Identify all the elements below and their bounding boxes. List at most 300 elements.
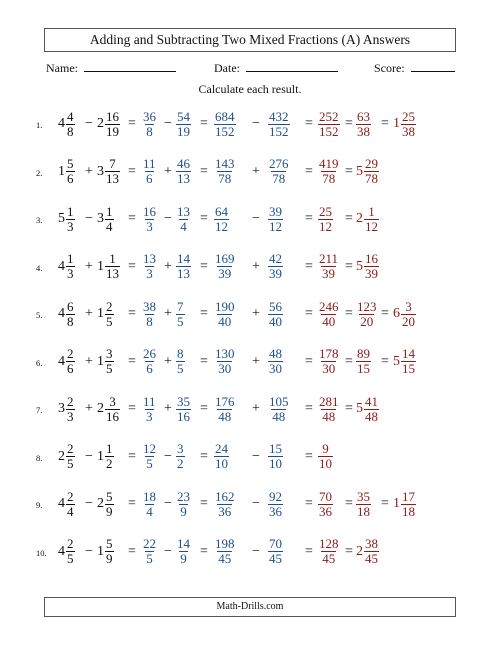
result-simplified-numerator: 123 [357, 298, 377, 314]
operator: + [85, 306, 93, 321]
first-mixed-number-fraction [66, 300, 75, 329]
improper-fraction-a [142, 342, 157, 382]
problem-number: 2. [36, 167, 43, 178]
first-mixed-number-whole: 4 [58, 258, 65, 274]
improper-fraction-a-denominator: 8 [146, 313, 153, 329]
result-denominator: 152 [319, 123, 339, 139]
second-mixed-number [97, 342, 114, 382]
common-denominator-a-denominator: 152 [215, 123, 235, 139]
result-mixed-denominator: 38 [402, 123, 415, 139]
common-denominator-b-fraction [268, 252, 283, 281]
result-simplified-numerator: 41 [365, 393, 378, 409]
improper-fraction-b-numerator: 35 [177, 393, 190, 409]
operator: − [85, 116, 93, 131]
result-denominator: 48 [322, 408, 336, 424]
first-mixed-number [58, 104, 75, 144]
second-mixed-number-denominator: 19 [106, 123, 119, 139]
improper-fraction-b-denominator: 19 [177, 123, 190, 139]
equals-sign: = [305, 448, 313, 464]
first-mixed-number-whole: 4 [58, 496, 65, 511]
second-mixed-number [97, 247, 120, 287]
improper-fraction-a-numerator: 22 [143, 536, 156, 551]
improper-fraction-a-fraction [142, 300, 157, 329]
name-label: Name: [46, 61, 78, 75]
common-denominator-b-numerator: 432 [269, 108, 289, 124]
first-mixed-number-whole: 4 [58, 353, 65, 369]
result-simplified-denominator: 39 [365, 266, 378, 281]
operator: − [85, 543, 93, 559]
improper-fraction-b-numerator: 23 [177, 488, 190, 504]
common-denominator-b [268, 437, 283, 477]
common-denominator-b-fraction [268, 300, 283, 329]
second-mixed-number-fraction [105, 537, 114, 566]
result-simplified-fraction [364, 157, 379, 186]
equals-sign: = [381, 116, 389, 131]
result-simplified [356, 389, 379, 429]
improper-fraction-b-denominator: 9 [180, 503, 187, 519]
second-mixed-number-denominator: 4 [106, 218, 113, 234]
first-mixed-number [58, 199, 75, 239]
first-mixed-number-denominator: 8 [67, 313, 74, 329]
common-denominator-b [268, 484, 283, 524]
second-mixed-number-numerator: 1 [109, 251, 116, 266]
equals-sign: = [128, 163, 136, 179]
common-denominator-b [268, 152, 290, 192]
common-denominator-b-fraction [268, 157, 290, 186]
result-simplified-numerator: 38 [365, 536, 378, 551]
improper-fraction-a-denominator: 3 [146, 218, 153, 234]
common-denominator-b [268, 199, 283, 239]
improper-fraction-b-denominator: 13 [177, 266, 190, 281]
common-denominator-a [214, 247, 236, 287]
equals-sign: = [345, 496, 353, 511]
result-mixed [393, 484, 416, 524]
common-denominator-b-denominator: 10 [269, 456, 282, 471]
improper-fraction-b-fraction [176, 110, 191, 139]
common-denominator-a-denominator: 78 [218, 171, 232, 186]
improper-fraction-a [142, 199, 157, 239]
first-mixed-number-whole: 5 [58, 211, 65, 226]
improper-fraction-b-fraction [176, 395, 191, 424]
common-denominator-a [214, 104, 236, 144]
common-denominator-a [214, 484, 236, 524]
improper-fraction-b-numerator: 46 [177, 156, 190, 171]
improper-fraction-b-numerator: 14 [177, 536, 190, 551]
result-simplified-whole: 2 [356, 211, 363, 226]
first-mixed-number-fraction [66, 205, 75, 234]
result-numerator: 178 [319, 346, 339, 361]
result-simplified-whole: 2 [356, 543, 363, 559]
improper-fraction-b-denominator: 9 [180, 551, 187, 566]
common-denominator-a-fraction [214, 537, 236, 566]
improper-fraction-b [176, 484, 191, 524]
result [318, 532, 340, 572]
equals-sign: = [128, 496, 136, 511]
first-mixed-number-denominator: 4 [67, 503, 74, 519]
result-simplified-fraction [356, 300, 378, 329]
common-denominator-b-denominator: 48 [272, 408, 286, 424]
improper-fraction-b-fraction [176, 157, 191, 186]
problem-row [0, 342, 500, 382]
operator: − [252, 448, 260, 464]
first-mixed-number [58, 532, 75, 572]
problem-number: 8. [36, 452, 43, 463]
common-denominator-a-fraction [214, 490, 236, 519]
improper-fraction-b-denominator: 16 [177, 408, 190, 424]
name-field [46, 60, 176, 76]
equals-sign: = [381, 306, 389, 321]
second-mixed-number-numerator: 2 [106, 298, 113, 314]
result-mixed [393, 294, 416, 334]
equals-sign: = [305, 353, 313, 369]
equals-sign: = [200, 496, 208, 511]
equals-sign: = [305, 543, 313, 559]
result-fraction [318, 205, 333, 234]
equals-sign: = [128, 306, 136, 321]
common-denominator-b-denominator: 12 [269, 218, 282, 234]
equals-sign: = [345, 258, 353, 274]
result-simplified-fraction [356, 110, 371, 139]
result-mixed-whole: 1 [393, 496, 400, 511]
problem-row [0, 294, 500, 334]
result-fraction [318, 157, 340, 186]
result-simplified-denominator: 20 [360, 313, 374, 329]
common-denominator-a-denominator: 45 [218, 551, 232, 566]
result-simplified-denominator: 45 [365, 551, 378, 566]
operator: − [164, 448, 172, 464]
improper-fraction-a-denominator: 4 [146, 503, 153, 519]
second-mixed-number-numerator: 5 [106, 488, 113, 504]
common-denominator-a-numerator: 176 [215, 393, 235, 409]
first-mixed-number-fraction [66, 395, 75, 424]
equals-sign: = [200, 163, 208, 179]
common-denominator-a [214, 342, 236, 382]
improper-fraction-b-numerator: 3 [177, 441, 184, 456]
common-denominator-a-numerator: 130 [215, 346, 235, 361]
improper-fraction-a [142, 437, 157, 477]
result-denominator: 39 [322, 266, 336, 281]
problem-row [0, 389, 500, 429]
second-mixed-number-fraction [105, 300, 114, 329]
result-fraction [318, 537, 340, 566]
result-simplified-numerator: 35 [357, 488, 370, 504]
second-mixed-number-fraction [105, 490, 114, 519]
second-mixed-number-numerator: 1 [106, 441, 113, 456]
result-mixed-whole: 1 [393, 116, 400, 131]
first-mixed-number-denominator: 6 [67, 171, 74, 186]
second-mixed-number [97, 199, 114, 239]
result-fraction [318, 300, 340, 329]
common-denominator-a-denominator: 12 [215, 218, 228, 234]
first-mixed-number [58, 437, 75, 477]
common-denominator-a [214, 437, 229, 477]
improper-fraction-b-numerator: 13 [177, 203, 190, 219]
improper-fraction-b [176, 342, 185, 382]
equals-sign: = [305, 496, 313, 511]
date-line [246, 60, 338, 72]
improper-fraction-b-fraction [176, 252, 191, 281]
common-denominator-b-denominator: 45 [269, 551, 282, 566]
improper-fraction-a [142, 104, 157, 144]
result-numerator: 419 [319, 156, 339, 171]
common-denominator-a-numerator: 198 [215, 536, 235, 551]
result-mixed-numerator: 25 [402, 108, 415, 124]
result-mixed-whole: 5 [393, 353, 400, 369]
equals-sign: = [200, 306, 208, 321]
result-denominator: 36 [319, 503, 332, 519]
common-denominator-a-denominator: 10 [215, 456, 228, 471]
second-mixed-number-numerator: 3 [106, 346, 113, 361]
common-denominator-a [214, 294, 236, 334]
improper-fraction-b-numerator: 7 [177, 298, 184, 314]
improper-fraction-b-numerator: 14 [177, 251, 190, 266]
result-fraction [318, 442, 333, 471]
result-simplified-fraction [364, 537, 379, 566]
problem-row [0, 437, 500, 477]
result-simplified [356, 532, 379, 572]
improper-fraction-b-denominator: 5 [177, 361, 184, 376]
second-mixed-number-denominator: 9 [106, 503, 113, 519]
improper-fraction-a-numerator: 18 [143, 488, 156, 504]
first-mixed-number-fraction [66, 490, 75, 519]
common-denominator-b-numerator: 39 [269, 203, 282, 219]
second-mixed-number-numerator: 1 [106, 203, 113, 219]
operator: + [85, 401, 93, 416]
first-mixed-number-fraction [66, 442, 75, 471]
common-denominator-b-numerator: 15 [269, 441, 282, 456]
result-simplified-denominator: 78 [365, 171, 378, 186]
first-mixed-number-whole: 4 [58, 306, 65, 321]
result [318, 199, 333, 239]
date-field [214, 60, 338, 76]
improper-fraction-b-fraction [176, 300, 185, 329]
result [318, 104, 340, 144]
operator: + [164, 163, 172, 179]
result-simplified-numerator: 16 [365, 251, 378, 266]
problem-row [0, 532, 500, 572]
problem-number: 4. [36, 262, 43, 273]
result-denominator: 12 [319, 218, 332, 234]
improper-fraction-b [176, 437, 185, 477]
result [318, 389, 340, 429]
equals-sign: = [128, 211, 136, 226]
result-simplified-denominator: 15 [357, 361, 370, 376]
first-mixed-number-numerator: 6 [67, 298, 74, 314]
equals-sign: = [128, 116, 136, 131]
operator: − [252, 543, 260, 559]
first-mixed-number-numerator: 4 [67, 108, 74, 124]
common-denominator-a-numerator: 64 [215, 203, 228, 219]
problem-row [0, 484, 500, 524]
result-mixed-denominator: 18 [402, 503, 415, 519]
improper-fraction-b-denominator: 5 [177, 313, 184, 329]
operator: − [252, 116, 260, 131]
first-mixed-number-denominator: 3 [67, 408, 74, 424]
common-denominator-a-numerator: 684 [215, 108, 235, 124]
second-mixed-number-denominator: 13 [106, 171, 119, 186]
second-mixed-number-denominator: 5 [106, 313, 113, 329]
first-mixed-number-numerator: 2 [67, 441, 74, 456]
second-mixed-number-fraction [105, 347, 114, 376]
result-denominator: 45 [322, 551, 336, 566]
second-mixed-number-whole: 2 [97, 496, 104, 511]
first-mixed-number-numerator: 2 [67, 393, 74, 409]
operator: − [85, 211, 93, 226]
common-denominator-b-denominator: 152 [269, 123, 289, 139]
problem-row [0, 199, 500, 239]
improper-fraction-a [142, 152, 157, 192]
improper-fraction-b [176, 294, 185, 334]
common-denominator-b-numerator: 70 [269, 536, 282, 551]
operator: − [164, 496, 172, 511]
problem-number: 1. [36, 120, 43, 130]
equals-sign: = [200, 448, 208, 464]
result-simplified-numerator: 63 [357, 108, 370, 124]
operator: + [164, 306, 172, 321]
result-denominator: 40 [322, 313, 336, 329]
result-mixed-numerator: 14 [402, 346, 415, 361]
first-mixed-number-denominator: 5 [67, 551, 74, 566]
equals-sign: = [305, 163, 313, 179]
improper-fraction-a-fraction [142, 252, 157, 281]
improper-fraction-b-denominator: 2 [177, 456, 184, 471]
first-mixed-number-numerator: 5 [67, 156, 74, 171]
improper-fraction-a [142, 484, 157, 524]
footer: Math-Drills.com [44, 597, 456, 617]
operator: − [164, 543, 172, 559]
result-mixed-whole: 6 [393, 306, 400, 321]
improper-fraction-a-denominator: 6 [146, 361, 153, 376]
improper-fraction-a-fraction [142, 490, 157, 519]
common-denominator-b-denominator: 30 [269, 361, 282, 376]
result-simplified-denominator: 48 [365, 408, 378, 424]
result-simplified-denominator: 18 [357, 503, 370, 519]
common-denominator-b-denominator: 40 [269, 313, 282, 329]
second-mixed-number-numerator: 5 [106, 536, 113, 551]
equals-sign: = [305, 401, 313, 416]
equals-sign: = [200, 211, 208, 226]
problem-row [0, 104, 500, 144]
info-row [44, 60, 456, 76]
operator: + [252, 401, 260, 416]
result-fraction [318, 490, 333, 519]
common-denominator-a-denominator: 48 [218, 408, 232, 424]
common-denominator-a-fraction [214, 442, 229, 471]
equals-sign: = [345, 163, 353, 179]
common-denominator-b-fraction [268, 537, 283, 566]
common-denominator-b-numerator: 42 [269, 251, 282, 266]
first-mixed-number [58, 294, 75, 334]
common-denominator-a-fraction [214, 347, 236, 376]
equals-sign: = [305, 211, 313, 226]
common-denominator-a [214, 532, 236, 572]
second-mixed-number-whole: 1 [97, 448, 104, 464]
first-mixed-number-numerator: 2 [67, 346, 74, 361]
result-simplified [356, 484, 371, 524]
first-mixed-number [58, 389, 75, 429]
improper-fraction-a-denominator: 5 [146, 551, 153, 566]
operator: + [85, 353, 93, 369]
operator: + [85, 163, 93, 179]
common-denominator-a-denominator: 40 [218, 313, 232, 329]
result [318, 247, 339, 287]
first-mixed-number-whole: 3 [58, 401, 65, 416]
common-denominator-a-fraction [214, 395, 236, 424]
common-denominator-a-denominator: 39 [218, 266, 232, 281]
common-denominator-a-numerator: 190 [215, 298, 235, 314]
result-mixed [393, 104, 416, 144]
date-label: Date: [214, 61, 240, 75]
problem-number: 3. [36, 215, 43, 225]
result-fraction [318, 347, 340, 376]
second-mixed-number-whole: 2 [97, 116, 104, 131]
first-mixed-number [58, 342, 75, 382]
result-fraction [318, 395, 340, 424]
first-mixed-number [58, 247, 75, 287]
result-simplified-whole: 5 [356, 401, 363, 416]
first-mixed-number-numerator: 2 [67, 488, 74, 504]
problem-number: 5. [36, 310, 43, 320]
result-numerator: 246 [319, 298, 339, 314]
common-denominator-a-numerator: 162 [215, 488, 235, 504]
result-mixed-numerator: 3 [405, 298, 412, 314]
second-mixed-number-fraction [105, 252, 120, 281]
improper-fraction-a-numerator: 11 [143, 393, 156, 409]
result-numerator: 9 [322, 441, 329, 456]
result-simplified [356, 247, 379, 287]
improper-fraction-a-fraction [142, 347, 157, 376]
result-mixed-denominator: 15 [402, 361, 415, 376]
operator: + [164, 258, 172, 274]
improper-fraction-b [176, 247, 191, 287]
equals-sign: = [345, 543, 353, 559]
common-denominator-a [214, 389, 236, 429]
result [318, 437, 333, 477]
improper-fraction-a-denominator: 3 [146, 408, 153, 424]
first-mixed-number-whole: 4 [58, 543, 65, 559]
result-mixed-numerator: 17 [402, 488, 415, 504]
second-mixed-number [97, 294, 114, 334]
first-mixed-number-denominator: 8 [67, 123, 74, 139]
result-numerator: 252 [319, 108, 339, 124]
result-numerator: 211 [319, 251, 339, 266]
second-mixed-number [97, 484, 114, 524]
operator: + [252, 163, 260, 179]
operator: − [164, 116, 172, 131]
common-denominator-b-denominator: 39 [269, 266, 282, 281]
result [318, 152, 340, 192]
first-mixed-number-denominator: 5 [67, 456, 74, 471]
result-simplified-numerator: 1 [368, 203, 375, 219]
first-mixed-number-denominator: 3 [67, 266, 74, 281]
improper-fraction-a-fraction [142, 157, 157, 186]
result-numerator: 25 [319, 203, 332, 219]
operator: + [252, 258, 260, 274]
common-denominator-b [268, 247, 283, 287]
common-denominator-b-fraction [268, 442, 283, 471]
first-mixed-number-fraction [66, 157, 75, 186]
second-mixed-number-denominator: 13 [106, 266, 119, 281]
result-simplified [356, 104, 371, 144]
improper-fraction-a-denominator: 8 [146, 123, 153, 139]
common-denominator-b [268, 294, 283, 334]
common-denominator-b-fraction [268, 110, 290, 139]
equals-sign: = [200, 353, 208, 369]
common-denominator-a-denominator: 36 [218, 503, 232, 519]
common-denominator-b-denominator: 78 [272, 171, 286, 186]
first-mixed-number-fraction [66, 537, 75, 566]
equals-sign: = [128, 543, 136, 559]
